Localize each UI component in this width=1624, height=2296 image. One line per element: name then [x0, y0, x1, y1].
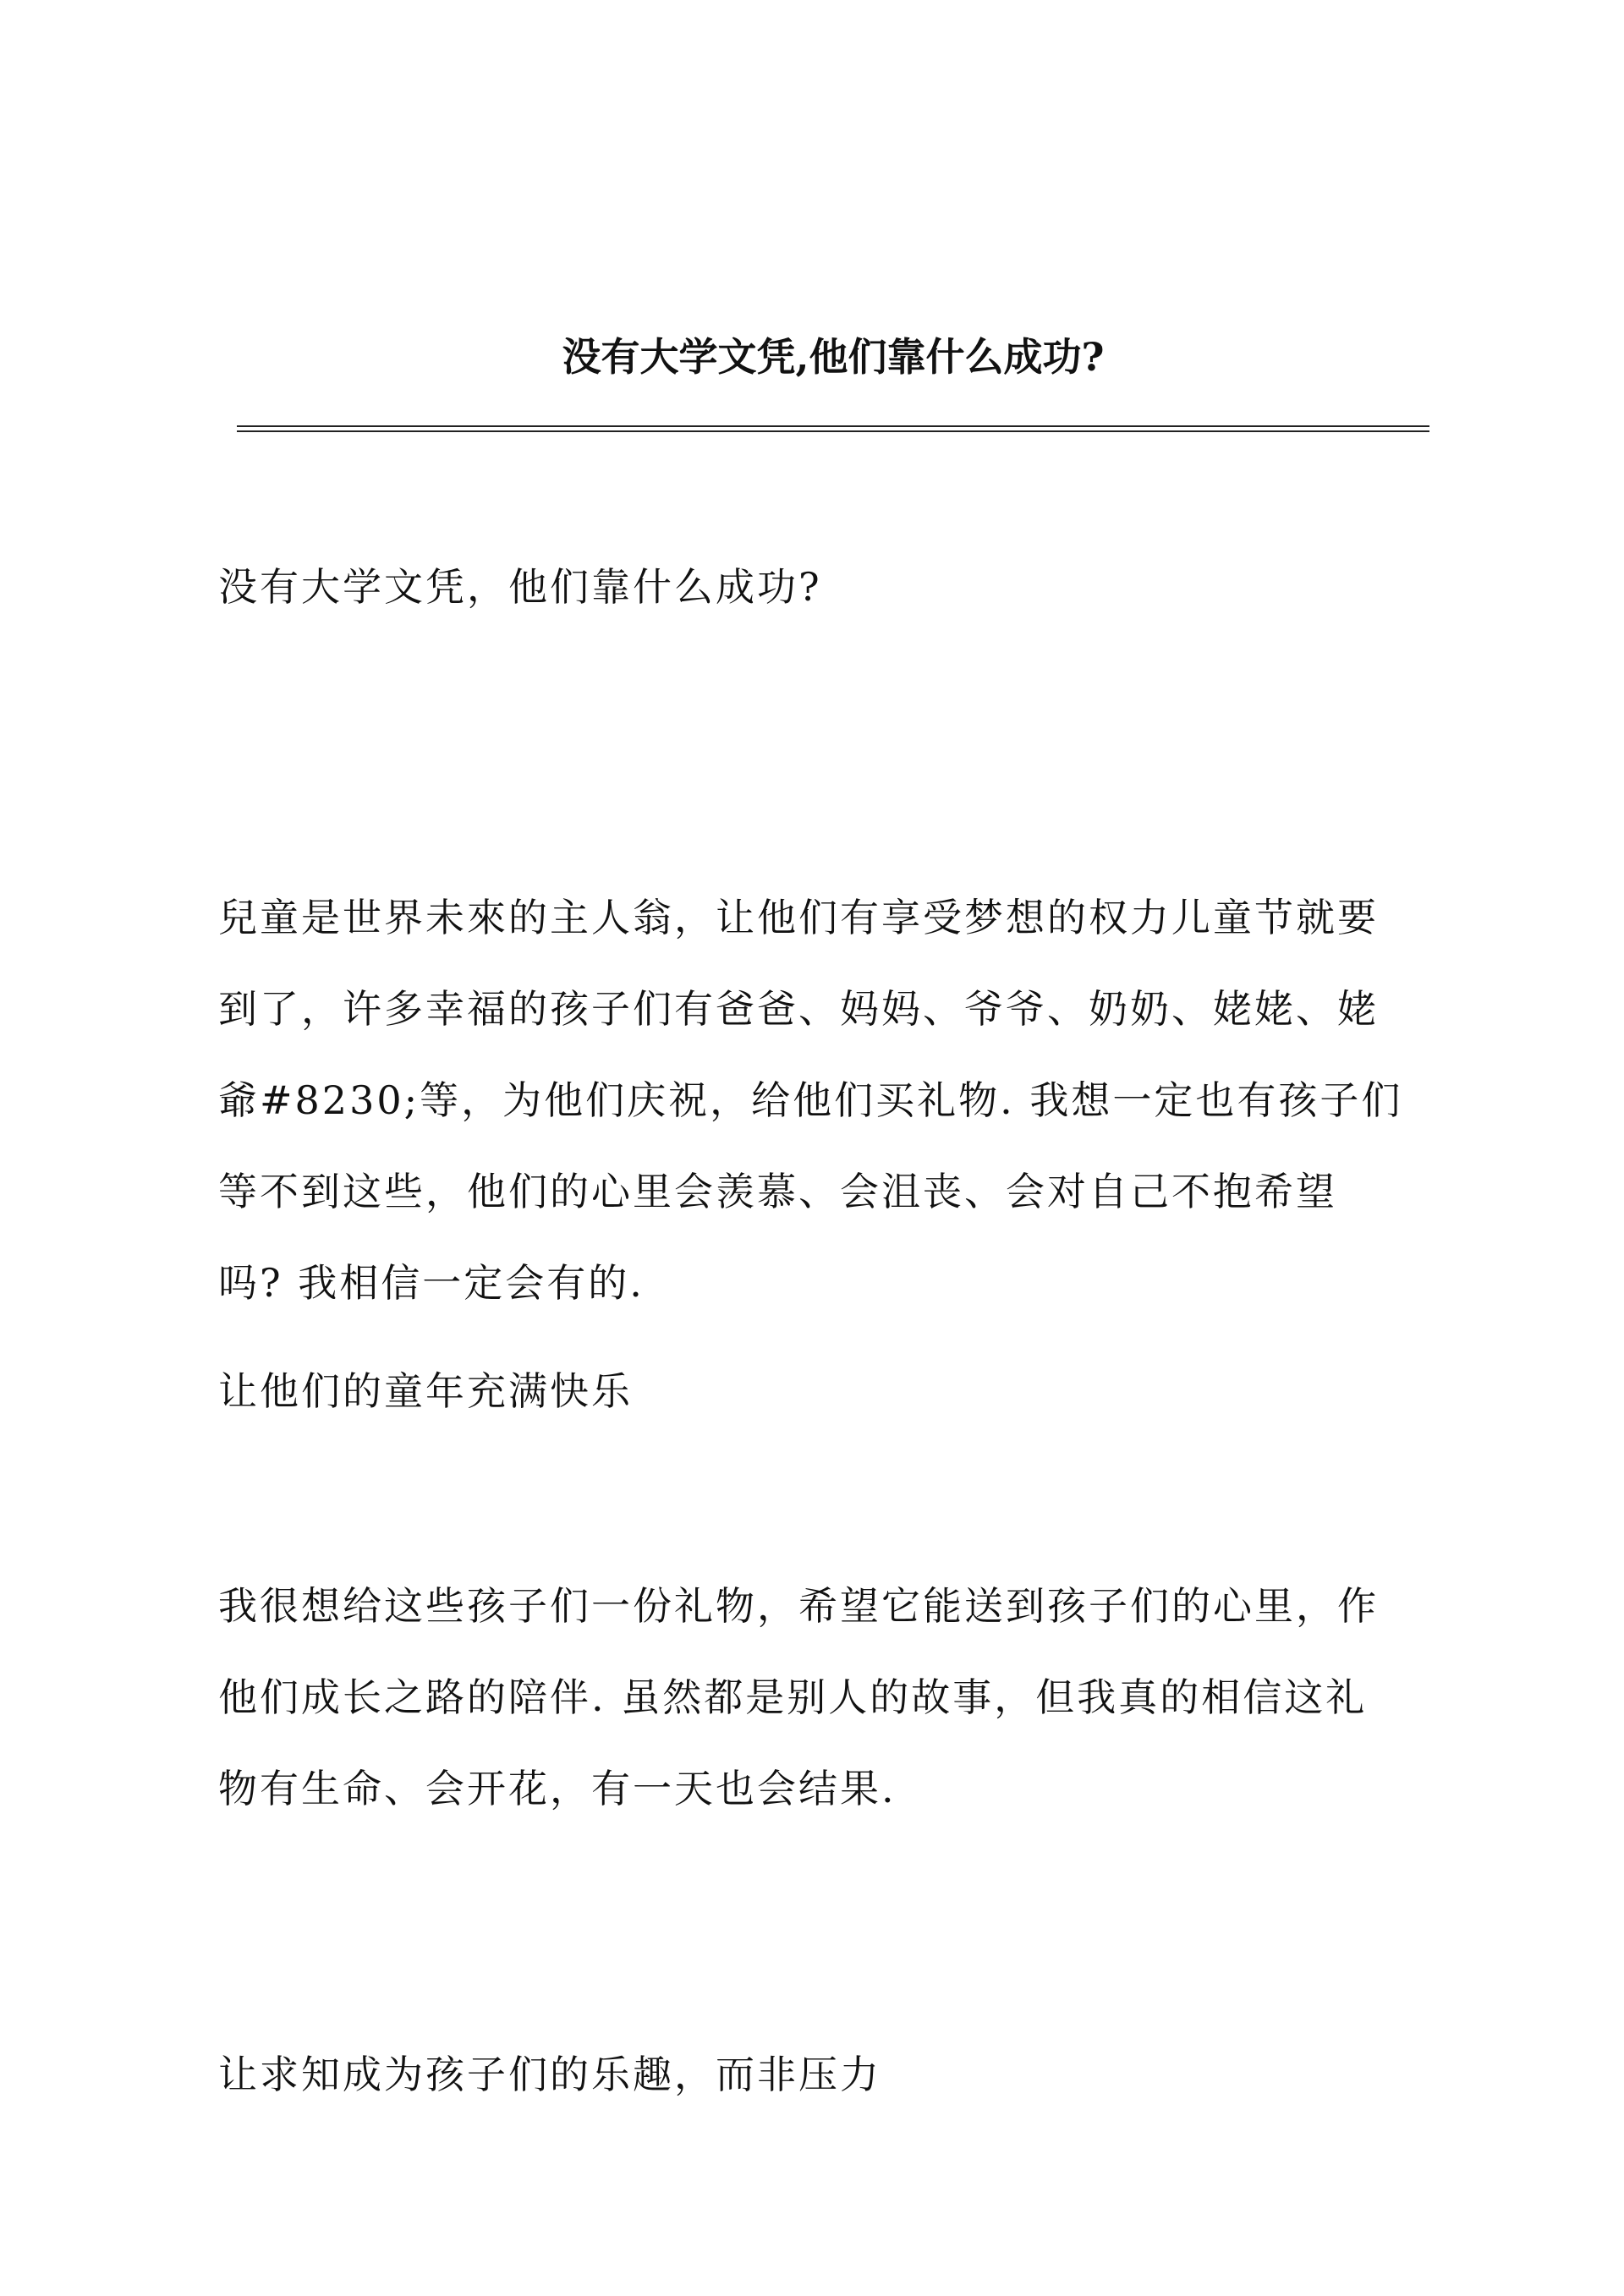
- title-double-rule: [237, 425, 1429, 432]
- section-heading-2: 让求知成为孩子们的乐趣，而非压力: [218, 2052, 881, 2097]
- body-paragraph-2: 我很想给这些孩子们一份礼物，希望它能送到孩子们的心里，作 他们成长之路的陪伴. 虽然都是别人的故事，但我真的相信这礼 物有生命、会开花，有一天也会结果.: [218, 1583, 1379, 1811]
- document-title: 没有大学文凭,他们靠什么成功?: [562, 334, 1105, 380]
- section-heading-1: 让他们的童年充满快乐: [218, 1368, 633, 1414]
- body-paragraph-1: 兒童是世界未來的主人翁，让他们有享受梦想的权力儿童节就要 到了，许多幸福的孩子们有爸爸、妈妈、爷爷、奶奶、姥姥、姥 爺#8230;等，为他们庆祝，给他们买礼物. 我想一定也有孩子们 等不到这些，他们的心里会羡慕、会沮丧、会对自己不抱希望 吗? 我相信一定会有的.: [218, 895, 1403, 1306]
- subtitle-paragraph: 没有大学文凭，他们靠什么成功?: [218, 564, 822, 610]
